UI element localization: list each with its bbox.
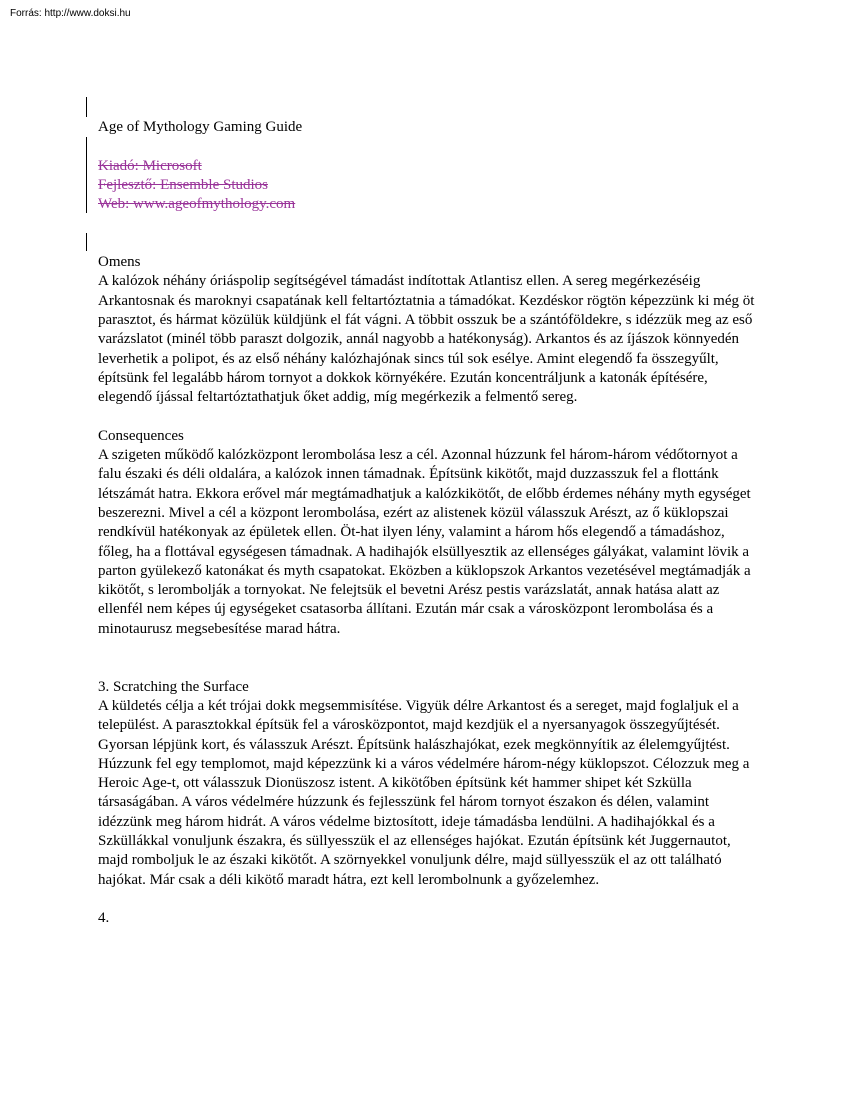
document-title: Age of Mythology Gaming Guide <box>98 119 303 135</box>
change-bar-title <box>86 97 87 117</box>
meta-publisher: Kiadó: Microsoft <box>98 157 202 174</box>
meta-web: Web: www.ageofmythology.com <box>98 196 296 213</box>
section-omens <box>98 253 758 407</box>
section-scratching-the-surface <box>98 678 758 890</box>
document-meta <box>98 157 758 215</box>
document-body <box>98 118 758 948</box>
meta-developer: Fejlesztő: Ensemble Studios <box>98 176 268 193</box>
change-bar-omens <box>86 233 87 251</box>
section-body: A kalózok néhány óriáspolip segítségével támadást indítottak Atlantisz ellen. A sereg megérkezéséig Arkantosnak és maroknyi csapatának kell feltartóztatnia a támadókat. Kezdéskor rögtön képezzünk ki még öt parasztot, és hármat közülük küldjünk el fát vágni. A többit osszuk be a szántóföldekre, s idézzük meg az eső varázslatot (minél több paraszt dolgozik, annál nagyobb a hatékonyság). Arkantos és az íjászok könnyedén leverhetik a polipot, és az első néhány kalózhajónak sincs túl sok esélye. Amint elegendő fa összegyűlt, építsünk fel legalább három tornyot a dokkok környékére. Ezután koncentráljunk a katonák építésére, elegendő íjással feltartóztathatjuk őket addig, míg megérkezik a felmentő sereg. <box>98 273 755 406</box>
section-body: A szigeten működő kalózközpont lerombolása lesz a cél. Azonnal húzzunk fel három-három védőtornyot a falu északi és déli oldalára, a kalózok innen támadnak. Építsünk kikötőt, majd duzzasszuk fel a flottánk létszámát hatra. Ekkora erővel már megtámadhatjuk a kalózkikötőt, de előbb érdemes néhány myth egységet beszerezni. Mivel a cél a központ lerombolása, ezért az alistenek közül válasszuk Arészt, az ő küklopszai rendkívül hatékonyak az épületek ellen. Öt-hat ilyen lény, valamint a három hős elegendő a támadáshoz, főleg, ha a flottával egységesen támadnak. A hadihajók elsüllyesztik az ellenséges gályákat, valamint lövik a parton gyülekező katonákat és myth csapatokat. Eközben a küklopszok Arkantos vezetésével megtámadják a kikötőt, s lerombolják a tornyokat. Ne felejtsük el bevetni Arész pestis varázslatát, annak hatása alatt az ellenfél nem képes új egységeket csatasorba állítani. Ezután már csak a városközpont lerombolása és a minotaurusz megsebesítése marad hátra. <box>98 447 751 637</box>
section-heading: Consequences <box>98 427 184 444</box>
section-body: A küldetés célja a két trójai dokk megsemmisítése. Vigyük délre Arkantost és a sereget, majd foglaljuk el a települést. A parasztokkal építsük fel a városközpontot, majd kezdjük el a nyersanyagok összegyűjtését. Gyorsan lépjünk kort, és válasszuk Arészt. Építsünk halászhajókat, ezek megkönnyítik az élelemgyűjtést. Húzzunk fel egy templomot, majd képezzünk ki a város védelmére három-négy küklopszot. Célozzuk meg a Heroic Age-t, ott válasszuk Dionüszosz istent. A kikötőben építsünk két hammer shipet két Szküllа társaságában. A város védelmére húzzunk és fejlesszünk fel három tornyot északon és délen, valamint idézzünk meg három hidrát. A város védelme biztosított, ideje támadásba lendülni. A hadihajókkal és a Szküllákkal vonuljunk északra, és süllyesszük el az ellenséges hajókat. Ezután építsünk két Juggernautot, majd romboljuk le az északi kikötőt. A szörnyekkel vonuljunk délre, majd süllyesszük el az ott található hajókat. Már csak a déli kikötő maradt hátra, ezt kell lerombolnunk a győzelemhez. <box>98 697 750 888</box>
change-bar-meta <box>86 137 87 213</box>
section-heading: 3. Scratching the Surface <box>98 678 249 695</box>
section-consequences <box>98 427 758 639</box>
section-4 <box>98 909 758 928</box>
section-heading: Omens <box>98 254 141 271</box>
source-label: Forrás: http://www.doksi.hu <box>10 8 131 19</box>
section-heading: 4. <box>98 910 110 927</box>
